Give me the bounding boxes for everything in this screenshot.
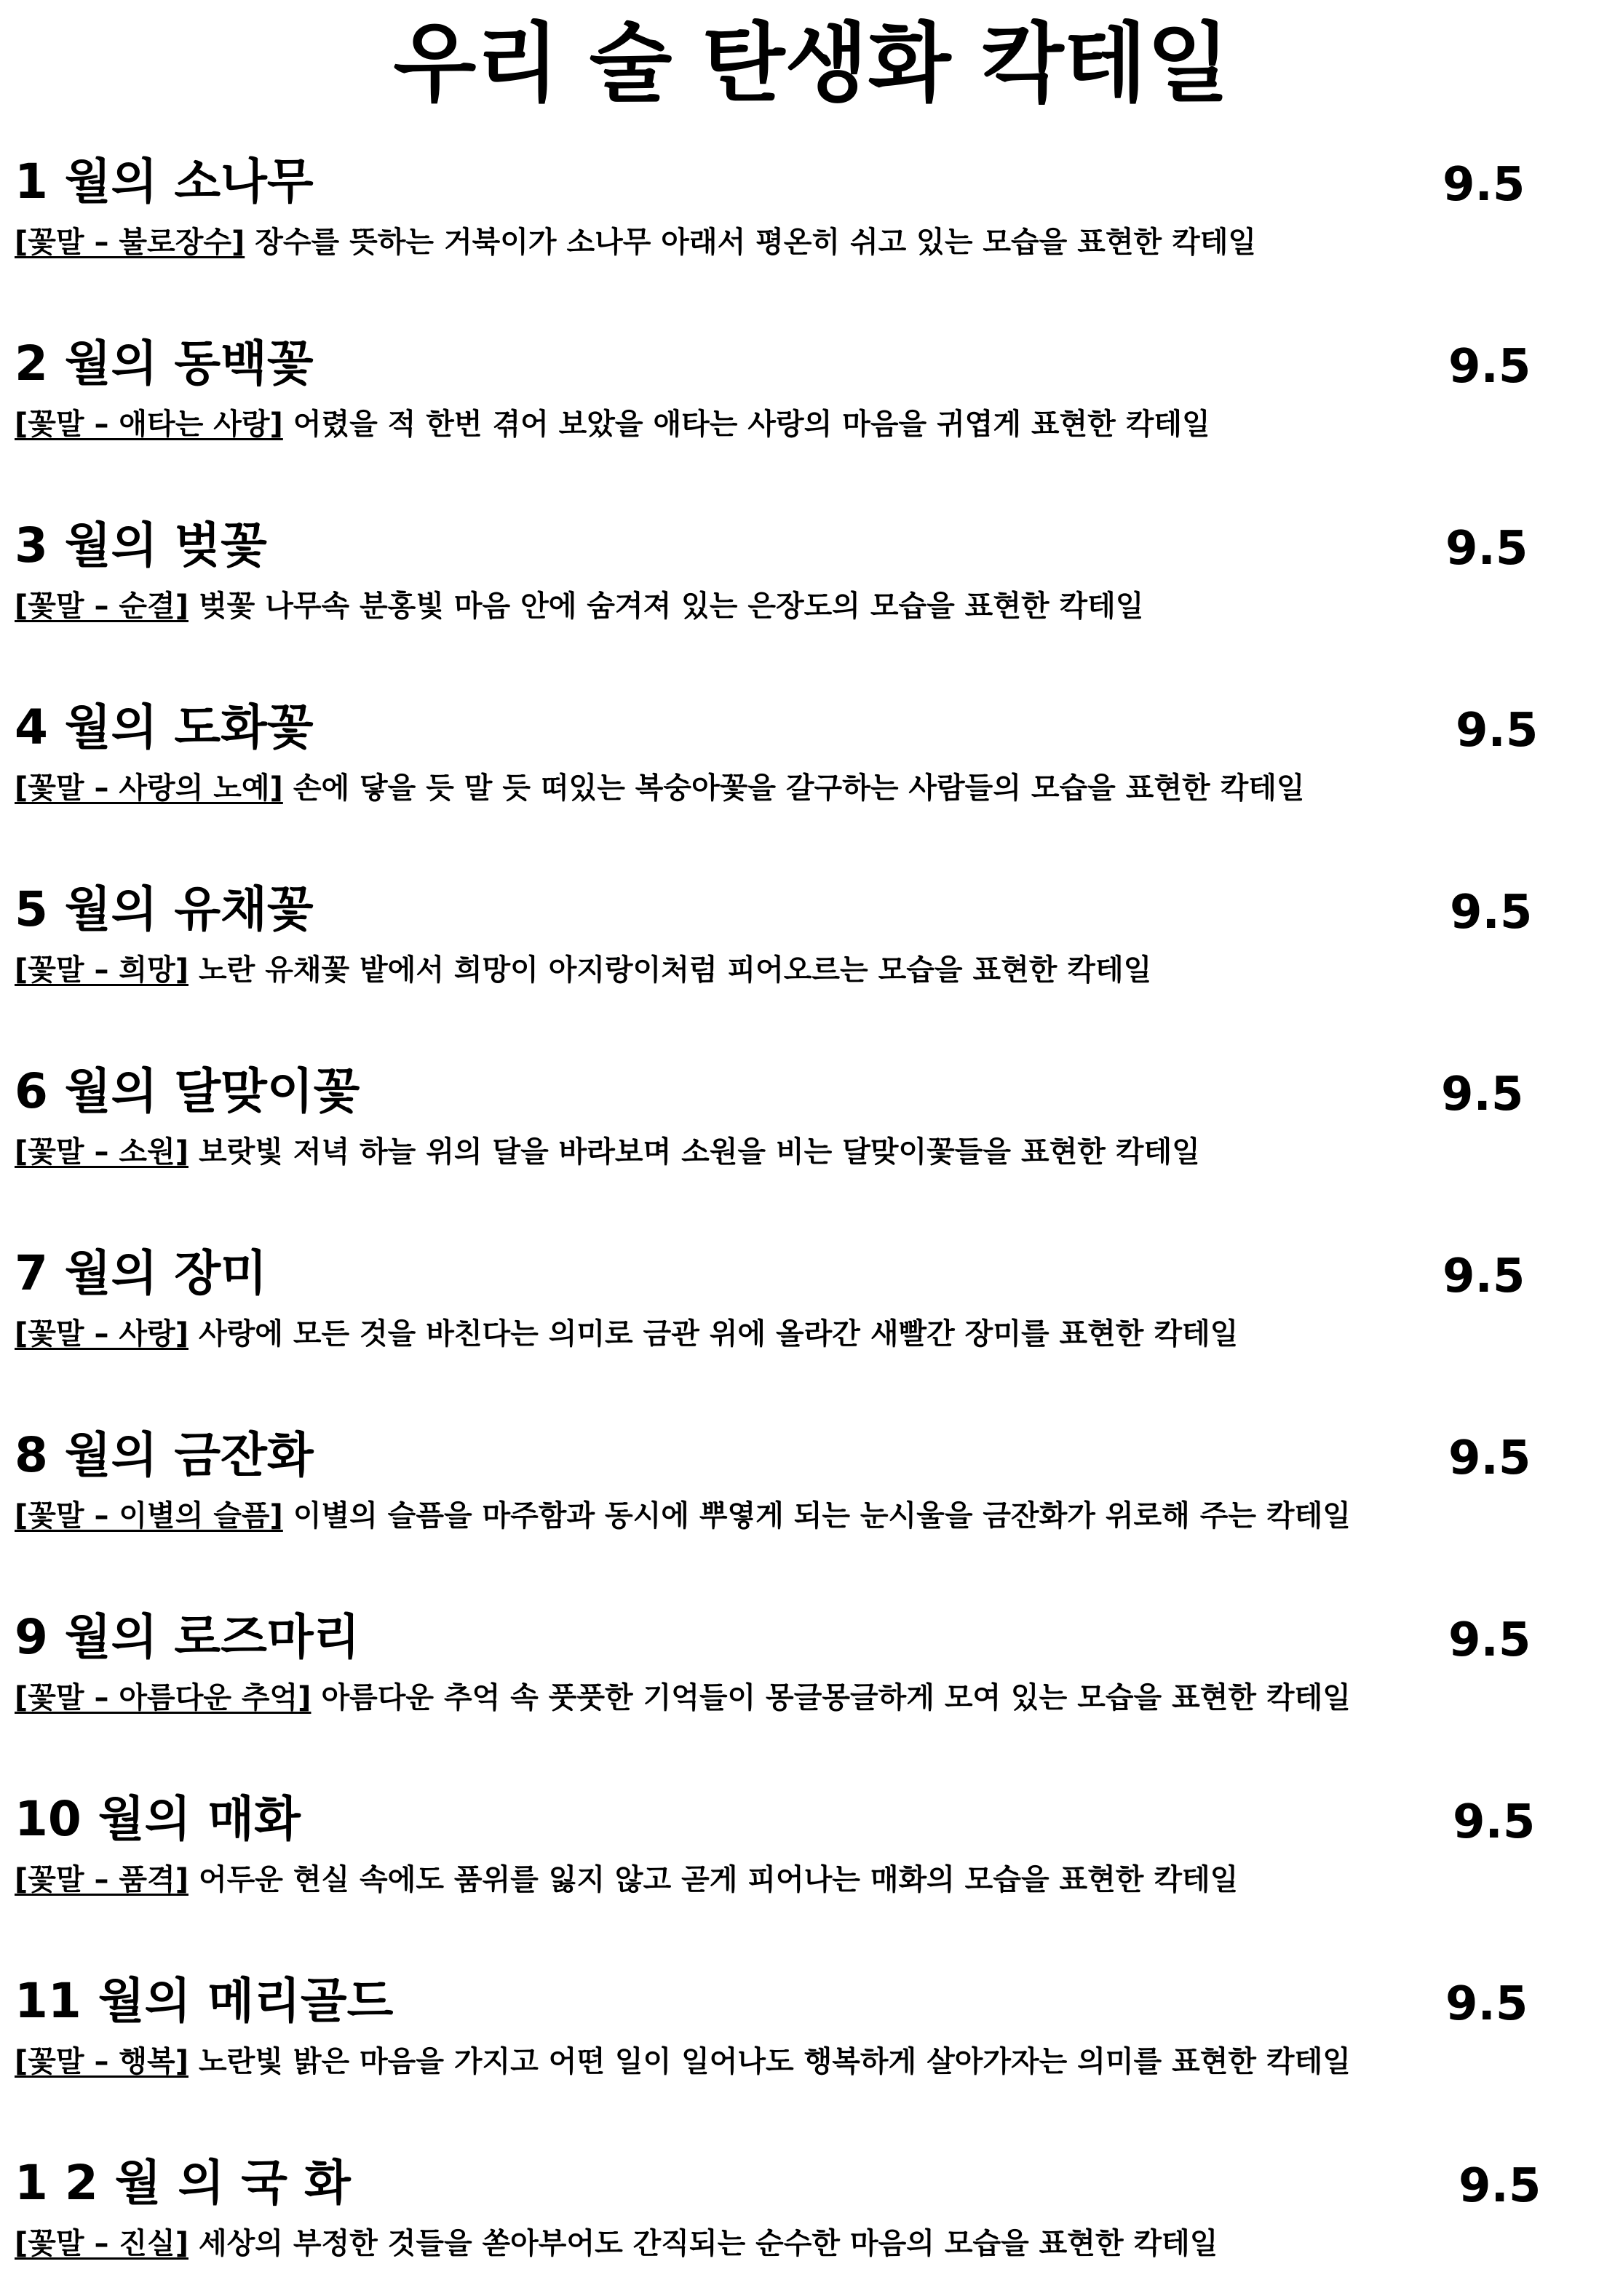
item-price: 9.5 [1459,2159,1541,2213]
item-description-line [15,222,1256,263]
item-name: 8 월의 금잔화 [15,1427,314,1483]
flower-meaning-tag: [꽃말 – 불로장수] [15,226,245,259]
flower-meaning-tag: [꽃말 – 사랑] [15,1317,189,1351]
item-description: 사랑에 모든 것을 바친다는 의미로 금관 위에 올라간 새빨간 장미를 표현한 칵테일 [198,1317,1239,1351]
item-name: 2 월의 동백꽃 [15,335,314,392]
item-price: 9.5 [1450,886,1533,940]
menu-item-april [15,695,1579,841]
flower-meaning-tag: [꽃말 – 아름다운 추억] [15,1681,311,1715]
item-description-line [15,1677,1351,1718]
flower-meaning-tag: [꽃말 – 행복] [15,2045,189,2078]
flower-meaning-tag: [꽃말 – 희망] [15,953,189,987]
item-name: 7 월의 장미 [15,1245,267,1301]
item-description-line [15,1859,1238,1900]
item-price: 9.5 [1441,1068,1524,1121]
item-price: 9.5 [1443,158,1525,212]
item-name: 5 월의 유채꽃 [15,881,314,937]
item-description: 이별의 슬픔을 마주함과 동시에 뿌옇게 되는 눈시울을 금잔화가 위로해 주는 칵테일 [293,1499,1351,1533]
item-name: 11 월의 메리골드 [15,1973,394,2029]
flower-meaning-tag: [꽃말 – 소원] [15,1135,189,1169]
menu-item-october [15,1787,1579,1932]
item-price: 9.5 [1456,704,1539,758]
item-name: 3 월의 벚꽃 [15,517,267,573]
menu-item-march [15,513,1579,659]
item-description: 세상의 부정한 것들을 쏟아부어도 간직되는 순수한 마음의 모습을 표현한 칵테일 [198,2227,1218,2260]
item-description: 노란 유채꽃 밭에서 희망이 아지랑이처럼 피어오르는 모습을 표현한 칵테일 [198,953,1152,987]
menu-item-may [15,877,1579,1022]
menu-item-september [15,1605,1579,1750]
item-description: 벚꽃 나무속 분홍빛 마음 안에 숨겨져 있는 은장도의 모습을 표현한 칵테일 [198,589,1144,623]
item-description: 손에 닿을 듯 말 듯 떠있는 복숭아꽃을 갈구하는 사람들의 모습을 표현한 칵테일 [293,771,1305,805]
flower-meaning-tag: [꽃말 – 애타는 사랑] [15,408,283,441]
item-description: 어렸을 적 한번 겪어 보았을 애타는 사랑의 마음을 귀엽게 표현한 칵테일 [293,408,1210,441]
item-price: 9.5 [1448,1613,1531,1667]
item-description-line [15,950,1151,990]
menu-item-january [15,149,1579,295]
menu-item-july [15,1241,1579,1386]
item-price: 9.5 [1448,1431,1531,1485]
item-description: 노란빛 밝은 마음을 가지고 어떤 일이 일어나도 행복하게 살아가자는 의미를 표현한 칵테일 [198,2045,1351,2078]
flower-meaning-tag: [꽃말 – 품격] [15,1863,189,1896]
item-price: 9.5 [1453,1795,1536,1849]
menu-item-august [15,1423,1579,1568]
item-price: 9.5 [1448,340,1531,394]
flower-meaning-tag: [꽃말 – 순결] [15,589,189,623]
item-description-line [15,586,1143,627]
item-name: 1 2 월 의 국 화 [15,2155,351,2211]
item-description: 보랏빛 저녁 하늘 위의 달을 바라보며 소원을 비는 달맞이꽃들을 표현한 칵테일 [198,1135,1200,1169]
menu-title: 우리 술 탄생화 칵테일 [393,13,1230,114]
flower-meaning-tag: [꽃말 – 사랑의 노예] [15,771,283,805]
item-description: 어두운 현실 속에도 품위를 잃지 않고 곧게 피어나는 매화의 모습을 표현한 칵테일 [198,1863,1239,1896]
item-name: 6 월의 달맞이꽃 [15,1063,360,1119]
item-description: 아름다운 추억 속 풋풋한 기억들이 몽글몽글하게 모여 있는 모습을 표현한 칵테일 [321,1681,1351,1715]
flower-meaning-tag: [꽃말 – 진실] [15,2227,189,2260]
item-description-line [15,1314,1238,1354]
flower-meaning-tag: [꽃말 – 이별의 슬픔] [15,1499,283,1533]
item-name: 4 월의 도화꽃 [15,699,314,755]
item-description-line [15,1132,1200,1172]
item-description-line [15,768,1305,809]
menu-item-november [15,1969,1579,2114]
item-name: 1 월의 소나무 [15,154,314,210]
item-name: 10 월의 매화 [15,1791,301,1847]
item-price: 9.5 [1445,1977,1528,2031]
item-price: 9.5 [1443,1250,1525,1303]
menu-item-february [15,331,1579,477]
item-description-line [15,404,1210,445]
item-price: 9.5 [1445,522,1528,576]
menu-item-december [15,2150,1579,2296]
item-description: 장수를 뜻하는 거북이가 소나무 아래서 평온히 쉬고 있는 모습을 표현한 칵테일 [255,226,1257,259]
menu-item-june [15,1059,1579,1204]
item-name: 9 월의 로즈마리 [15,1609,360,1665]
item-description-line [15,1495,1351,1536]
item-description-line [15,2041,1351,2082]
item-description-line [15,2223,1218,2264]
